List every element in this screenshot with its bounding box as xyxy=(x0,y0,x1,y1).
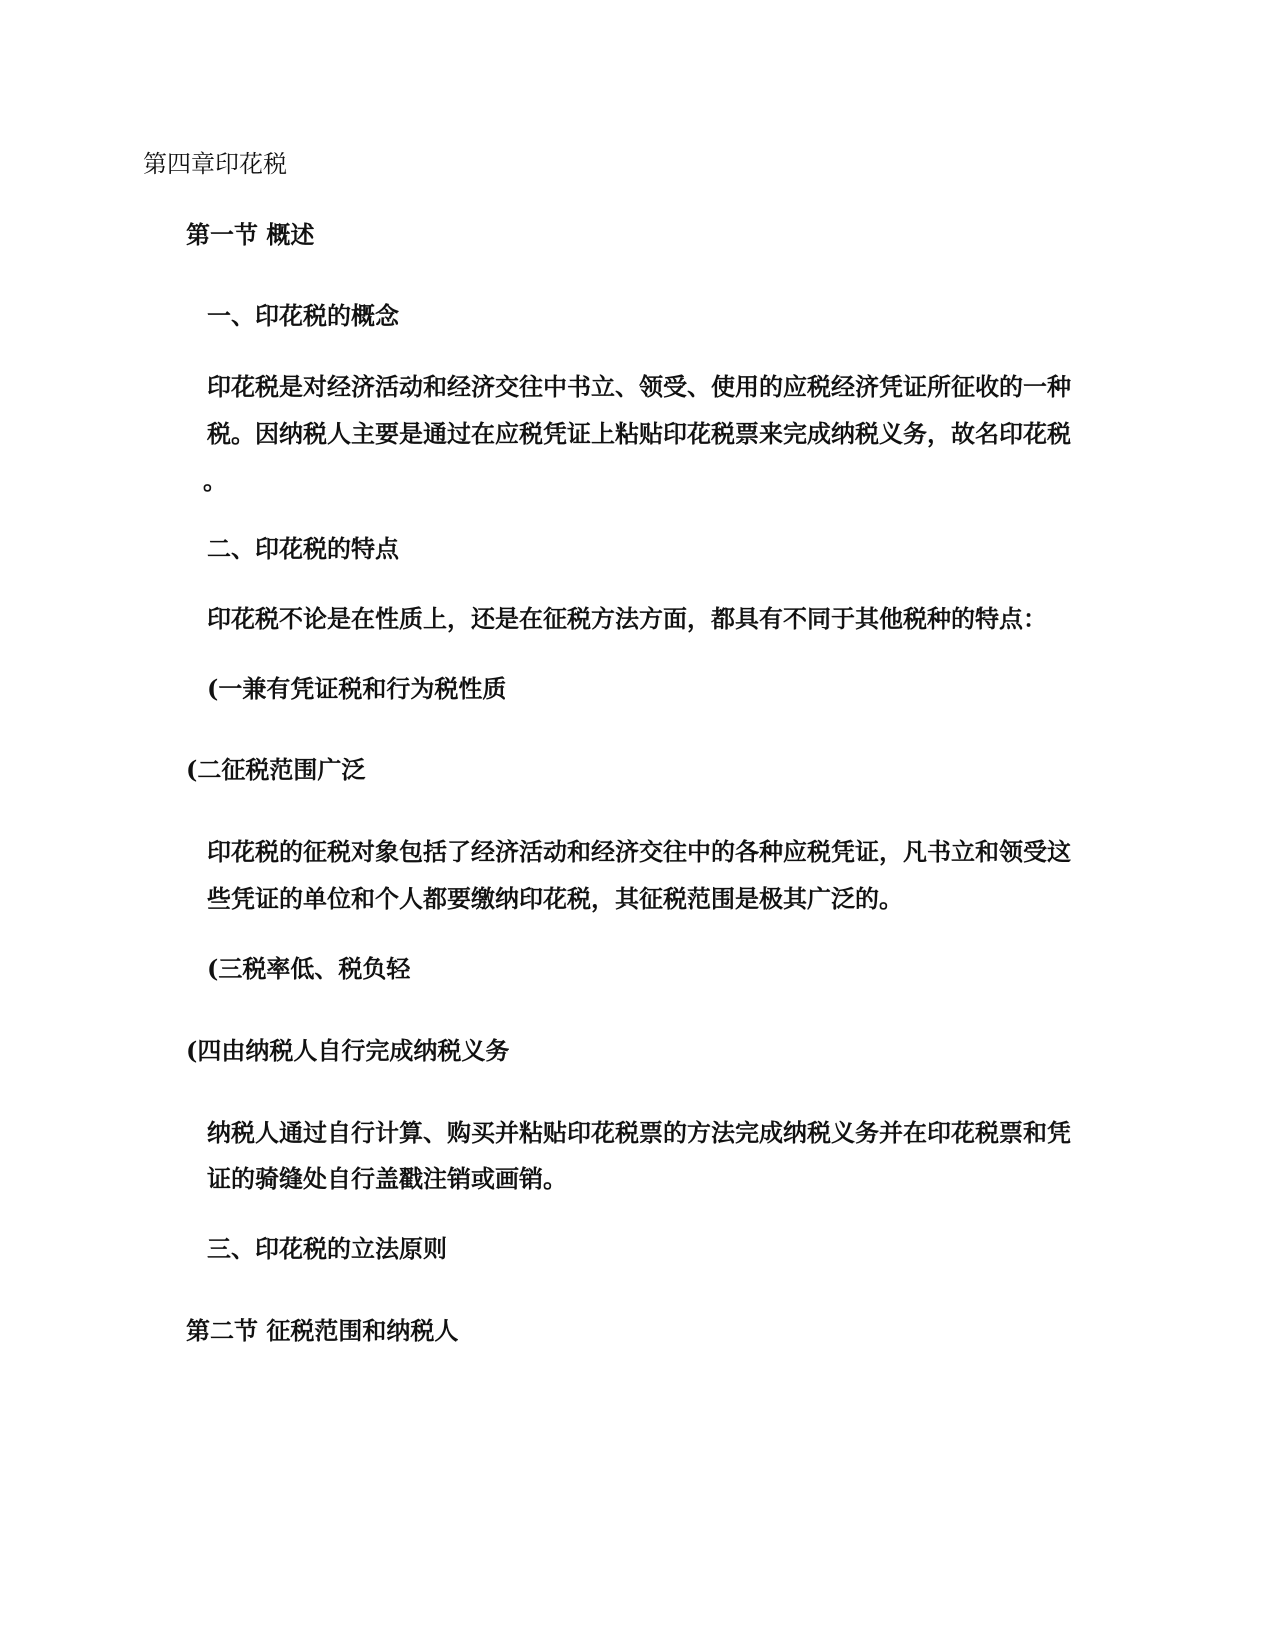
feature-item: (一兼有凭证税和行为税性质 xyxy=(207,674,507,703)
paragraph-line: 税。因纳税人主要是通过在应税凭证上粘贴印花税票来完成纳税义务，故名印花税 xyxy=(207,419,1071,448)
paragraph-line: 印花税的征税对象包括了经济活动和经济交往中的各种应税凭证，凡书立和领受这 xyxy=(207,837,1071,866)
paragraph-line: 些凭证的单位和个人都要缴纳印花税，其征税范围是极其广泛的。 xyxy=(207,884,903,913)
subheading-concept: 一、印花税的概念 xyxy=(207,301,399,330)
paragraph-line: 证的骑缝处自行盖戳注销或画销。 xyxy=(207,1164,567,1193)
feature-item: (三税率低、税负轻 xyxy=(207,954,411,983)
feature-item: (四由纳税人自行完成纳税义务 xyxy=(186,1036,510,1065)
chapter-title: 第四章印花税 xyxy=(143,150,287,178)
section-title: 第二节 征税范围和纳税人 xyxy=(186,1316,459,1345)
paragraph-line: 印花税不论是在性质上，还是在征税方法方面，都具有不同于其他税种的特点： xyxy=(207,604,1047,633)
feature-item: (二征税范围广泛 xyxy=(186,755,366,784)
subheading-features: 二、印花税的特点 xyxy=(207,534,399,563)
paragraph-line: 印花税是对经济活动和经济交往中书立、领受、使用的应税经济凭证所征收的一种 xyxy=(207,372,1071,401)
paragraph-line: 。 xyxy=(203,466,227,495)
section-title: 第一节 概述 xyxy=(186,220,315,249)
paragraph-line: 纳税人通过自行计算、购买并粘贴印花税票的方法完成纳税义务并在印花税票和凭 xyxy=(207,1118,1071,1147)
subheading-principles: 三、印花税的立法原则 xyxy=(207,1234,447,1263)
